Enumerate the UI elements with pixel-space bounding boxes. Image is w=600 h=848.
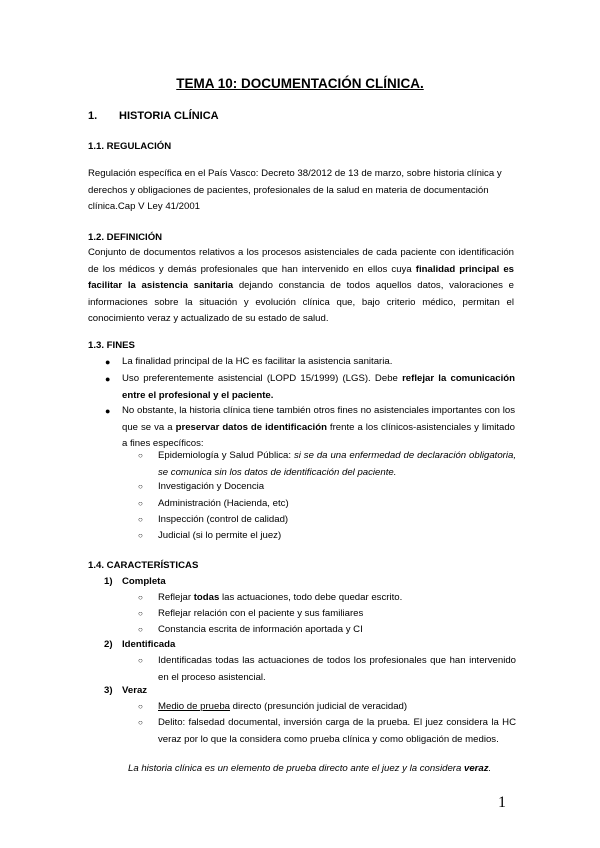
item-number: 3) <box>104 685 113 696</box>
definicion-text-bold: finalidad principal es facilitar la asistencia sanitaria <box>88 263 514 291</box>
list-item <box>138 479 516 496</box>
fines-sub-2: Investigación y Docencia <box>158 481 265 492</box>
completa-sub-1-text-2: las actuaciones, todo debe quedar escrito. <box>219 592 403 603</box>
circle-bullet-icon: ○ <box>138 499 143 508</box>
note-veraz <box>128 763 491 774</box>
note-end: . <box>488 763 492 774</box>
fines-sub-3: Administración (Hacienda, etc) <box>158 498 289 509</box>
fines-bullet-3-bold: preservar datos de identificación <box>175 421 327 433</box>
heading-regulacion: 1.1. REGULACIÓN <box>88 141 172 152</box>
circle-bullet-icon: ○ <box>138 593 143 602</box>
fines-bullet-1: La finalidad principal de la HC es facilitar la asistencia sanitaria. <box>122 356 393 367</box>
document-title: TEMA 10: DOCUMENTACIÓN CLÍNICA. <box>176 76 424 91</box>
circle-bullet-icon: ○ <box>138 451 143 460</box>
completa-sub-3: Constancia escrita de información aportada y CI <box>158 624 363 635</box>
list-item <box>138 496 516 513</box>
circle-bullet-icon: ○ <box>138 482 143 491</box>
item-title: Completa <box>122 576 166 587</box>
circle-bullet-icon: ○ <box>138 625 143 634</box>
item-title: Identificada <box>122 639 176 650</box>
section-heading-historia-clinica <box>88 110 219 122</box>
fines-sub-1-text: Epidemiología y Salud Pública: <box>158 450 294 461</box>
circle-bullet-icon: ○ <box>138 515 143 524</box>
fines-bullet-3 <box>122 403 515 453</box>
circle-bullet-icon: ○ <box>138 718 143 727</box>
note-italic: La historia clínica es un elemento de prueba directo ante el juez y la considera <box>128 763 464 774</box>
fines-bullet-2-text: Uso preferentemente asistencial (LOPD 15/1999) (LGS). Debe <box>122 373 403 384</box>
section-number: 1. <box>88 110 98 122</box>
numbered-item-veraz <box>104 685 147 696</box>
list-item <box>138 622 516 639</box>
paragraph-definicion <box>88 245 514 328</box>
veraz-sub-1-text: directo (presunción judicial de veracidad) <box>230 701 408 712</box>
completa-sub-1 <box>158 590 516 607</box>
fines-sub-4: Inspección (control de calidad) <box>158 514 289 525</box>
list-item <box>138 715 516 748</box>
list-item <box>138 448 516 481</box>
bullet-icon: ● <box>105 357 111 367</box>
heading-fines: 1.3. FINES <box>88 340 135 351</box>
section-title: HISTORIA CLÍNICA <box>119 110 219 122</box>
fines-sub-1 <box>158 448 516 481</box>
circle-bullet-icon: ○ <box>138 609 143 618</box>
item-title: Veraz <box>122 685 148 696</box>
completa-sub-1-bold: todas <box>193 592 220 603</box>
fines-bullet-3-text-1: No obstante, la historia clínica tiene también otros fines no asistenciales importantes con los que se va a <box>122 405 515 433</box>
list-item <box>105 403 515 453</box>
veraz-sub-1-underlined: Medio de prueba <box>158 701 231 712</box>
item-number: 1) <box>104 576 113 587</box>
fines-sub-5: Judicial (si lo permite el juez) <box>158 530 282 541</box>
circle-bullet-icon: ○ <box>138 702 143 711</box>
list-item <box>138 512 516 529</box>
list-item <box>138 528 516 545</box>
paragraph-regulacion: Regulación específica en el País Vasco: Decreto 38/2012 de 13 de marzo, sobre historia clínica y derechos y obligaciones de pacientes, profesionales de la salud en materia de documentación clínica.Cap V Ley 41/2001 <box>88 168 502 212</box>
list-item <box>138 653 516 686</box>
completa-sub-1-text-1: Reflejar <box>158 592 194 603</box>
list-item <box>138 606 516 623</box>
identificada-sub-1: Identificadas todas las actuaciones de todos los profesionales que han intervenido en el proceso asistencial. <box>158 655 516 683</box>
circle-bullet-icon: ○ <box>138 656 143 665</box>
completa-sub-2: Reflejar relación con el paciente y sus familiares <box>158 608 364 619</box>
definicion-text-1: Conjunto de documentos relativos a los procesos asistenciales de cada paciente con identificación de los médicos y demás profesionales que han intervenido en ellos cuya <box>88 247 514 275</box>
bullet-icon: ● <box>105 374 111 384</box>
bullet-icon: ● <box>105 406 111 416</box>
list-item <box>138 699 516 716</box>
fines-bullet-2-bold: reflejar la comunicación entre el profesional y el paciente. <box>122 373 515 401</box>
veraz-sub-1 <box>158 699 516 716</box>
definicion-text-2: dejando constancia de todos aquellos datos, valoraciones e informaciones sobre la situación y evolución clínica que, bajo criterio médico, permitan el conocimiento veraz y actualizado de su estado de salud. <box>88 280 514 324</box>
fines-bullet-3-text-2: frente a los clínicos-asistenciales y limitado a fines específicos: <box>122 421 515 449</box>
list-item <box>138 590 516 607</box>
veraz-sub-2: Delito: falsedad documental, inversión carga de la prueba. El juez considera la HC veraz por lo que la considera como prueba clínica y como obligación de medios. <box>158 717 516 745</box>
note-bold: veraz <box>463 763 489 774</box>
circle-bullet-icon: ○ <box>138 531 143 540</box>
fines-sub-1-italic: si se da una enfermedad de declaración obligatoria, se comunica sin los datos de identificación del paciente. <box>158 450 516 478</box>
list-item <box>105 371 515 404</box>
list-item <box>105 354 515 371</box>
numbered-item-identificada <box>104 639 175 650</box>
fines-bullet-2 <box>122 371 515 404</box>
item-number: 2) <box>104 639 113 650</box>
numbered-item-completa <box>104 576 166 587</box>
page-number: 1 <box>498 794 506 811</box>
heading-definicion: 1.2. DEFINICIÓN <box>88 232 163 243</box>
heading-caracteristicas: 1.4. CARACTERÍSTICAS <box>88 560 199 571</box>
